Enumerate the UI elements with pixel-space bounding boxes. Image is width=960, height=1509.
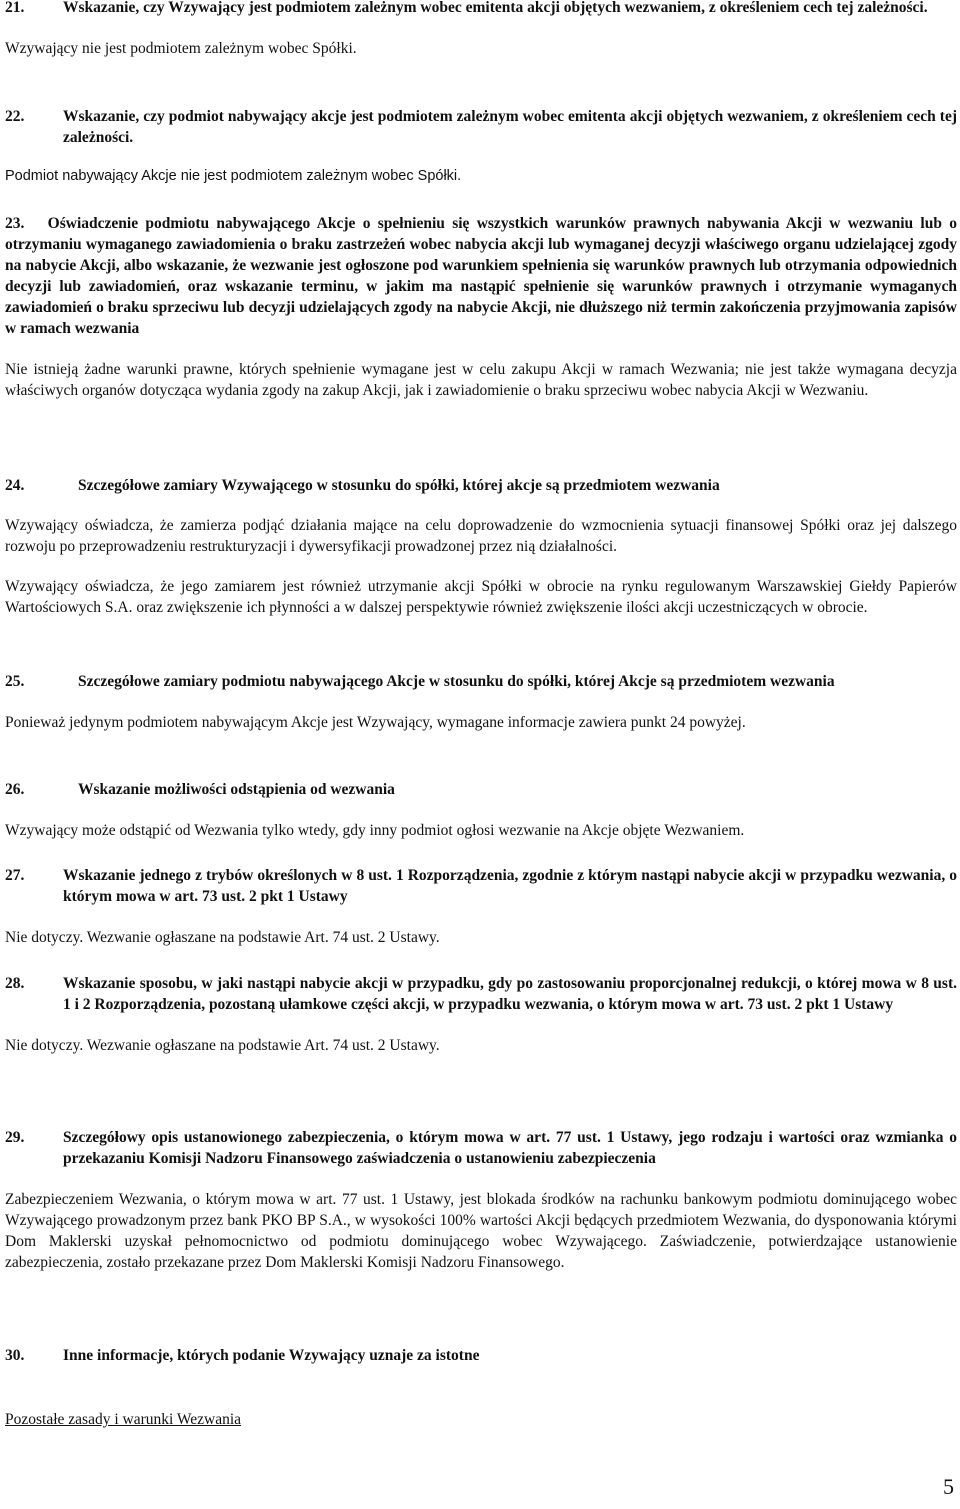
section-paragraph: Wzywający oświadcza, że zamierza podjąć działania mające na celu doprowadzenie do wzmocnienia sytuacji finansowej Spółki oraz jej dalszego rozwoju po przeprowadzeniu restrukturyzacji i dywersyfikacji prowadzonej przez nią działalności.: [5, 517, 957, 555]
section-heading: [5, 779, 957, 800]
section-title: Wskazanie jednego z trybów określonych w 8 ust. 1 Rozporządzenia, zgodnie z którym nastąpi nabycie akcji w przypadku wezwania, o którym mowa w art. 73 ust. 2 pkt 1 Ustawy: [63, 867, 957, 905]
section-paragraph: Wzywający oświadcza, że jego zamiarem jest również utrzymanie akcji Spółki w obrocie na rynku regulowanym Warszawskiej Giełdy Papierów Wartościowych S.A. oraz zwiększenie ich płynności a w dalszej perspektywie również zwiększenie ilości akcji uczestniczących w obrocie.: [5, 578, 957, 616]
section-26: [5, 779, 957, 841]
section-number: 30.: [5, 1347, 25, 1364]
section-heading: [5, 213, 957, 339]
section-29: [5, 1127, 957, 1273]
section-number: 25.: [5, 673, 25, 690]
section-title: Oświadczenie podmiotu nabywającego Akcje o spełnieniu się wszystkich warunków prawnych nabywania Akcji w wezwaniu lub o otrzymaniu wymaganego zawiadomienia o braku zastrzeżeń wobec nabycia akcji lub wymaganej decyzji właściwego organu udzielającej zgody na nabycie Akcji, albo wskazanie, że wezwanie jest ogłoszone pod warunkiem spełnienia się warunków prawnych lub otrzymania odpowiednich decyzji lub zawiadomień, oraz wskazanie terminu, w jakim ma nastąpić spełnienie się warunków prawnych i otrzymanie wymaganych zawiadomień o braku sprzeciwu lub decyzji udzielających zgody na nabycie Akcji, nie dłuższego niż termin zakończenia przyjmowania zapisów w ramach wezwania: [5, 215, 958, 337]
section-number: 27.: [5, 867, 25, 884]
section-title: Wskazanie, czy podmiot nabywający akcje jest podmiotem zależnym wobec emitenta akcji objętych wezwaniem, z określeniem cech tej zależności.: [63, 108, 957, 146]
section-21: [5, 0, 957, 59]
section-24: [5, 475, 957, 618]
section-30: [5, 1345, 957, 1366]
section-number: 23.: [5, 215, 25, 232]
section-number: 28.: [5, 975, 25, 992]
section-heading: [5, 1127, 957, 1169]
section-paragraph: Zabezpieczeniem Wezwania, o którym mowa w art. 77 ust. 1 Ustawy, jest blokada środków na rachunku bankowym podmiotu dominującego wobec Wzywającego prowadzonym przez bank PKO BP S.A., w wysokości 100% wartości Akcji będących przedmiotem Wezwania, do dysponowania którymi Dom Maklerski uzyskał pełnomocnictwo od podmiotu dominującego wobec Wzywającego. Zaświadczenie, potwierdzające ustanowienie zabezpieczenia, zostało przekazane przez Dom Maklerski Komisji Nadzoru Finansowego.: [5, 1191, 957, 1271]
section-heading: [5, 671, 957, 692]
section-number: 29.: [5, 1129, 25, 1146]
section-title: Szczegółowy opis ustanowionego zabezpieczenia, o którym mowa w art. 77 ust. 1 Ustawy, jego rodzaju i wartości oraz wzmianka o przekazaniu Komisji Nadzoru Finansowego zaświadczenia o ustanowieniu zabezpieczenia: [63, 1129, 957, 1167]
section-paragraph: Wzywający nie jest podmiotem zależnym wobec Spółki.: [5, 40, 357, 57]
section-heading: [5, 106, 957, 148]
section-25: [5, 671, 957, 733]
section-heading: [5, 0, 957, 18]
section-number: 21.: [5, 0, 25, 16]
section-title: Inne informacje, których podanie Wzywający uznaje za istotne: [63, 1347, 480, 1364]
section-title: Szczegółowe zamiary podmiotu nabywającego Akcje w stosunku do spółki, której Akcje są przedmiotem wezwania: [78, 673, 835, 690]
section-heading: [5, 1345, 957, 1366]
section-paragraph: Nie dotyczy. Wezwanie ogłaszane na podstawie Art. 74 ust. 2 Ustawy.: [5, 1037, 440, 1054]
section-title: Wskazanie sposobu, w jaki nastąpi nabycie akcji w przypadku, gdy po zastosowaniu proporcjonalnej redukcji, o której mowa w 8 ust. 1 i 2 Rozporządzenia, pozostaną ułamkowe części akcji, w przypadku wezwania, o którym mowa w art. 73 ust. 2 pkt 1 Ustawy: [63, 975, 957, 1013]
section-heading: [5, 475, 957, 496]
section-paragraph: Nie dotyczy. Wezwanie ogłaszane na podstawie Art. 74 ust. 2 Ustawy.: [5, 929, 440, 946]
section-title: Wskazanie możliwości odstąpienia od wezwania: [78, 781, 395, 798]
section-paragraph: Nie istnieją żadne warunki prawne, których spełnienie wymagane jest w celu zakupu Akcji w ramach Wezwania; nie jest także wymagana decyzja właściwych organów dotycząca wydania zgody na zakup Akcji, jak i zawiadomienie o braku sprzeciwu wobec nabycia Akcji w Wezwaniu.: [5, 361, 957, 399]
closing-link[interactable]: Pozostałe zasady i warunki Wezwania: [5, 1411, 242, 1428]
section-paragraph: Ponieważ jedynym podmiotem nabywającym Akcje jest Wzywający, wymagane informacje zawiera punkt 24 powyżej.: [5, 714, 746, 731]
section-heading: [5, 973, 957, 1015]
section-heading: [5, 865, 957, 907]
section-27: [5, 865, 957, 948]
page-number: 5: [943, 1474, 954, 1499]
section-number: 26.: [5, 781, 25, 798]
section-28: [5, 973, 957, 1056]
section-title: Wskazanie, czy Wzywający jest podmiotem zależnym wobec emitenta akcji objętych wezwaniem, z określeniem cech tej zależności.: [63, 0, 928, 16]
section-number: 24.: [5, 477, 25, 494]
section-number: 22.: [5, 108, 25, 125]
section-paragraph: Podmiot nabywający Akcje nie jest podmiotem zależnym wobec Spółki.: [5, 168, 462, 184]
section-22: [5, 106, 957, 187]
section-23: [5, 213, 957, 401]
section-paragraph: Wzywający może odstąpić od Wezwania tylko wtedy, gdy inny podmiot ogłosi wezwanie na Akcje objęte Wezwaniem.: [5, 822, 745, 839]
section-title: Szczegółowe zamiary Wzywającego w stosunku do spółki, której akcje są przedmiotem wezwania: [78, 477, 720, 494]
